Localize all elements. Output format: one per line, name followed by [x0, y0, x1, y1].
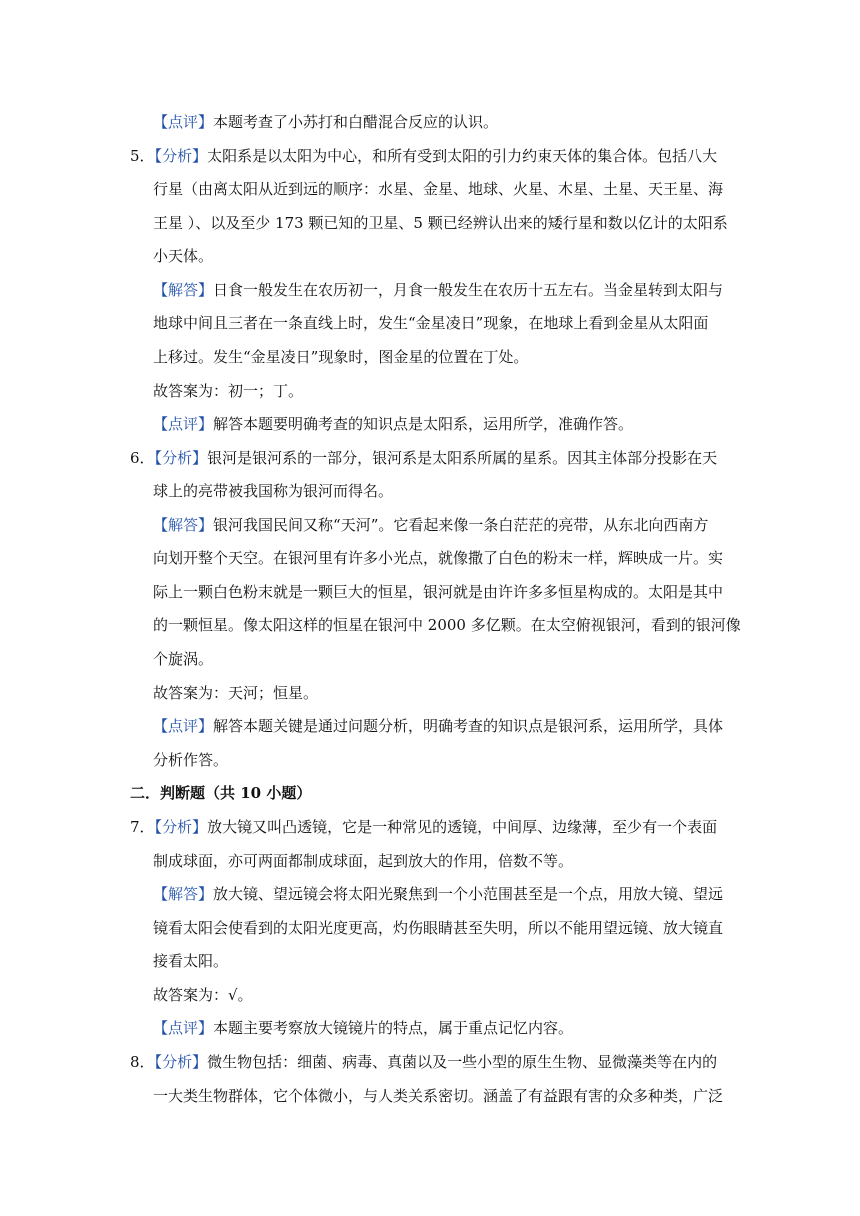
- text-line: 制成球面，亦可两面都制成球面，起到放大的作用，倍数不等。: [153, 852, 574, 870]
- analysis-tag: 【分析】: [154, 1053, 208, 1071]
- text-line: 向划开整个天空。在银河里有许多小光点，就像撒了白色的粉末一样，辉映成一片。实: [153, 549, 724, 567]
- analysis-text: 银河是银河系的一部分，银河系是太阳系所属的星系。因其主体部分投影在天: [207, 449, 718, 467]
- question-number: 7．: [130, 818, 155, 836]
- text-line: 一大类生物群体，它个体微小，与人类关系密切。涵盖了有益跟有害的众多种类，广泛: [153, 1087, 724, 1105]
- text-line: 镜看太阳会使看到的太阳光度更高，灼伤眼睛甚至失明，所以不能用望远镜、放大镜直: [153, 919, 724, 937]
- answer-tag: 【解答】: [153, 281, 214, 299]
- question-number: 8．: [130, 1053, 155, 1071]
- final-answer-line: 故答案为：√。: [153, 986, 253, 1004]
- question-8: [130, 1052, 717, 1072]
- answer-line: [153, 884, 723, 904]
- text-line: 上移过。发生“金星凌日”现象时，图金星的位置在丁处。: [153, 348, 529, 366]
- answer-text: 日食一般发生在农历初一，月食一般发生在农历十五左右。当金星转到太阳与: [213, 281, 724, 299]
- text-line: 接看太阳。: [153, 952, 229, 970]
- analysis-text: 微生物包括：细菌、病毒、真菌以及一些小型的原生生物、显微藻类等在内的: [207, 1053, 718, 1071]
- answer-tag: 【解答】: [153, 516, 214, 534]
- text-line: 的一颗恒星。像太阳这样的恒星在银河中 2000 多亿颗。在太空俯视银河，看到的银河像: [153, 616, 741, 634]
- question-7: [130, 817, 717, 837]
- comment-tag: 【点评】: [153, 1019, 214, 1037]
- comment-line: [153, 414, 633, 434]
- answer-line: [153, 515, 708, 535]
- text-line: 行星（由离太阳从近到远的顺序：水星、金星、地球、火星、木星、土星、天王星、海: [153, 180, 724, 198]
- answer-tag: 【解答】: [153, 885, 214, 903]
- comment-text: 解答本题关键是通过问题分析，明确考查的知识点是银河系，运用所学，具体: [213, 717, 724, 735]
- comment-text: 本题考查了小苏打和白醋混合反应的认识。: [213, 113, 499, 131]
- section-heading: 二．判断题（共 10 小题）: [130, 784, 312, 802]
- analysis-tag: 【分析】: [154, 449, 208, 467]
- text-line: 球上的亮带被我国称为银河而得名。: [153, 482, 394, 500]
- text-line: 王星 ）、以及至少 173 颗已知的卫星、5 颗已经辨认出来的矮行星和数以亿计的太阳系: [153, 214, 728, 232]
- comment-tag: 【点评】: [153, 717, 214, 735]
- comment-line: [153, 1018, 573, 1038]
- analysis-tag: 【分析】: [154, 818, 208, 836]
- comment-tag: 【点评】: [153, 415, 214, 433]
- analysis-text: 太阳系是以太阳为中心，和所有受到太阳的引力约束天体的集合体。包括八大: [207, 147, 718, 165]
- text-line: 个旋涡。: [153, 650, 214, 668]
- final-answer-line: 故答案为：初一；丁。: [153, 382, 304, 400]
- text-line: 地球中间且三者在一条直线上时，发生“金星凌日”现象，在地球上看到金星从太阳面: [153, 314, 709, 332]
- comment-tag: 【点评】: [153, 113, 214, 131]
- answer-text: 放大镜、望远镜会将太阳光聚焦到一个小范围甚至是一个点，用放大镜、望远: [213, 885, 724, 903]
- comment-line: [153, 716, 723, 736]
- comment-line: [153, 112, 498, 132]
- comment-text: 解答本题要明确考查的知识点是太阳系，运用所学，准确作答。: [213, 415, 634, 433]
- question-5: [130, 146, 717, 166]
- question-number: 5．: [130, 147, 155, 165]
- text-line: 小天体。: [153, 247, 214, 265]
- answer-text: 银河我国民间又称“天河”。它看起来像一条白茫茫的亮带，从东北向西南方: [213, 516, 709, 534]
- comment-text: 本题主要考察放大镜镜片的特点，属于重点记忆内容。: [213, 1019, 574, 1037]
- analysis-text: 放大镜又叫凸透镜，它是一种常见的透镜，中间厚、边缘薄，至少有一个表面: [207, 818, 718, 836]
- analysis-tag: 【分析】: [154, 147, 208, 165]
- answer-line: [153, 280, 723, 300]
- question-number: 6．: [130, 449, 155, 467]
- final-answer-line: 故答案为：天河；恒星。: [153, 684, 319, 702]
- question-6: [130, 448, 717, 468]
- text-line: 分析作答。: [153, 751, 229, 769]
- text-line: 际上一颗白色粉末就是一颗巨大的恒星，银河就是由许许多多恒星构成的。太阳是其中: [153, 583, 724, 601]
